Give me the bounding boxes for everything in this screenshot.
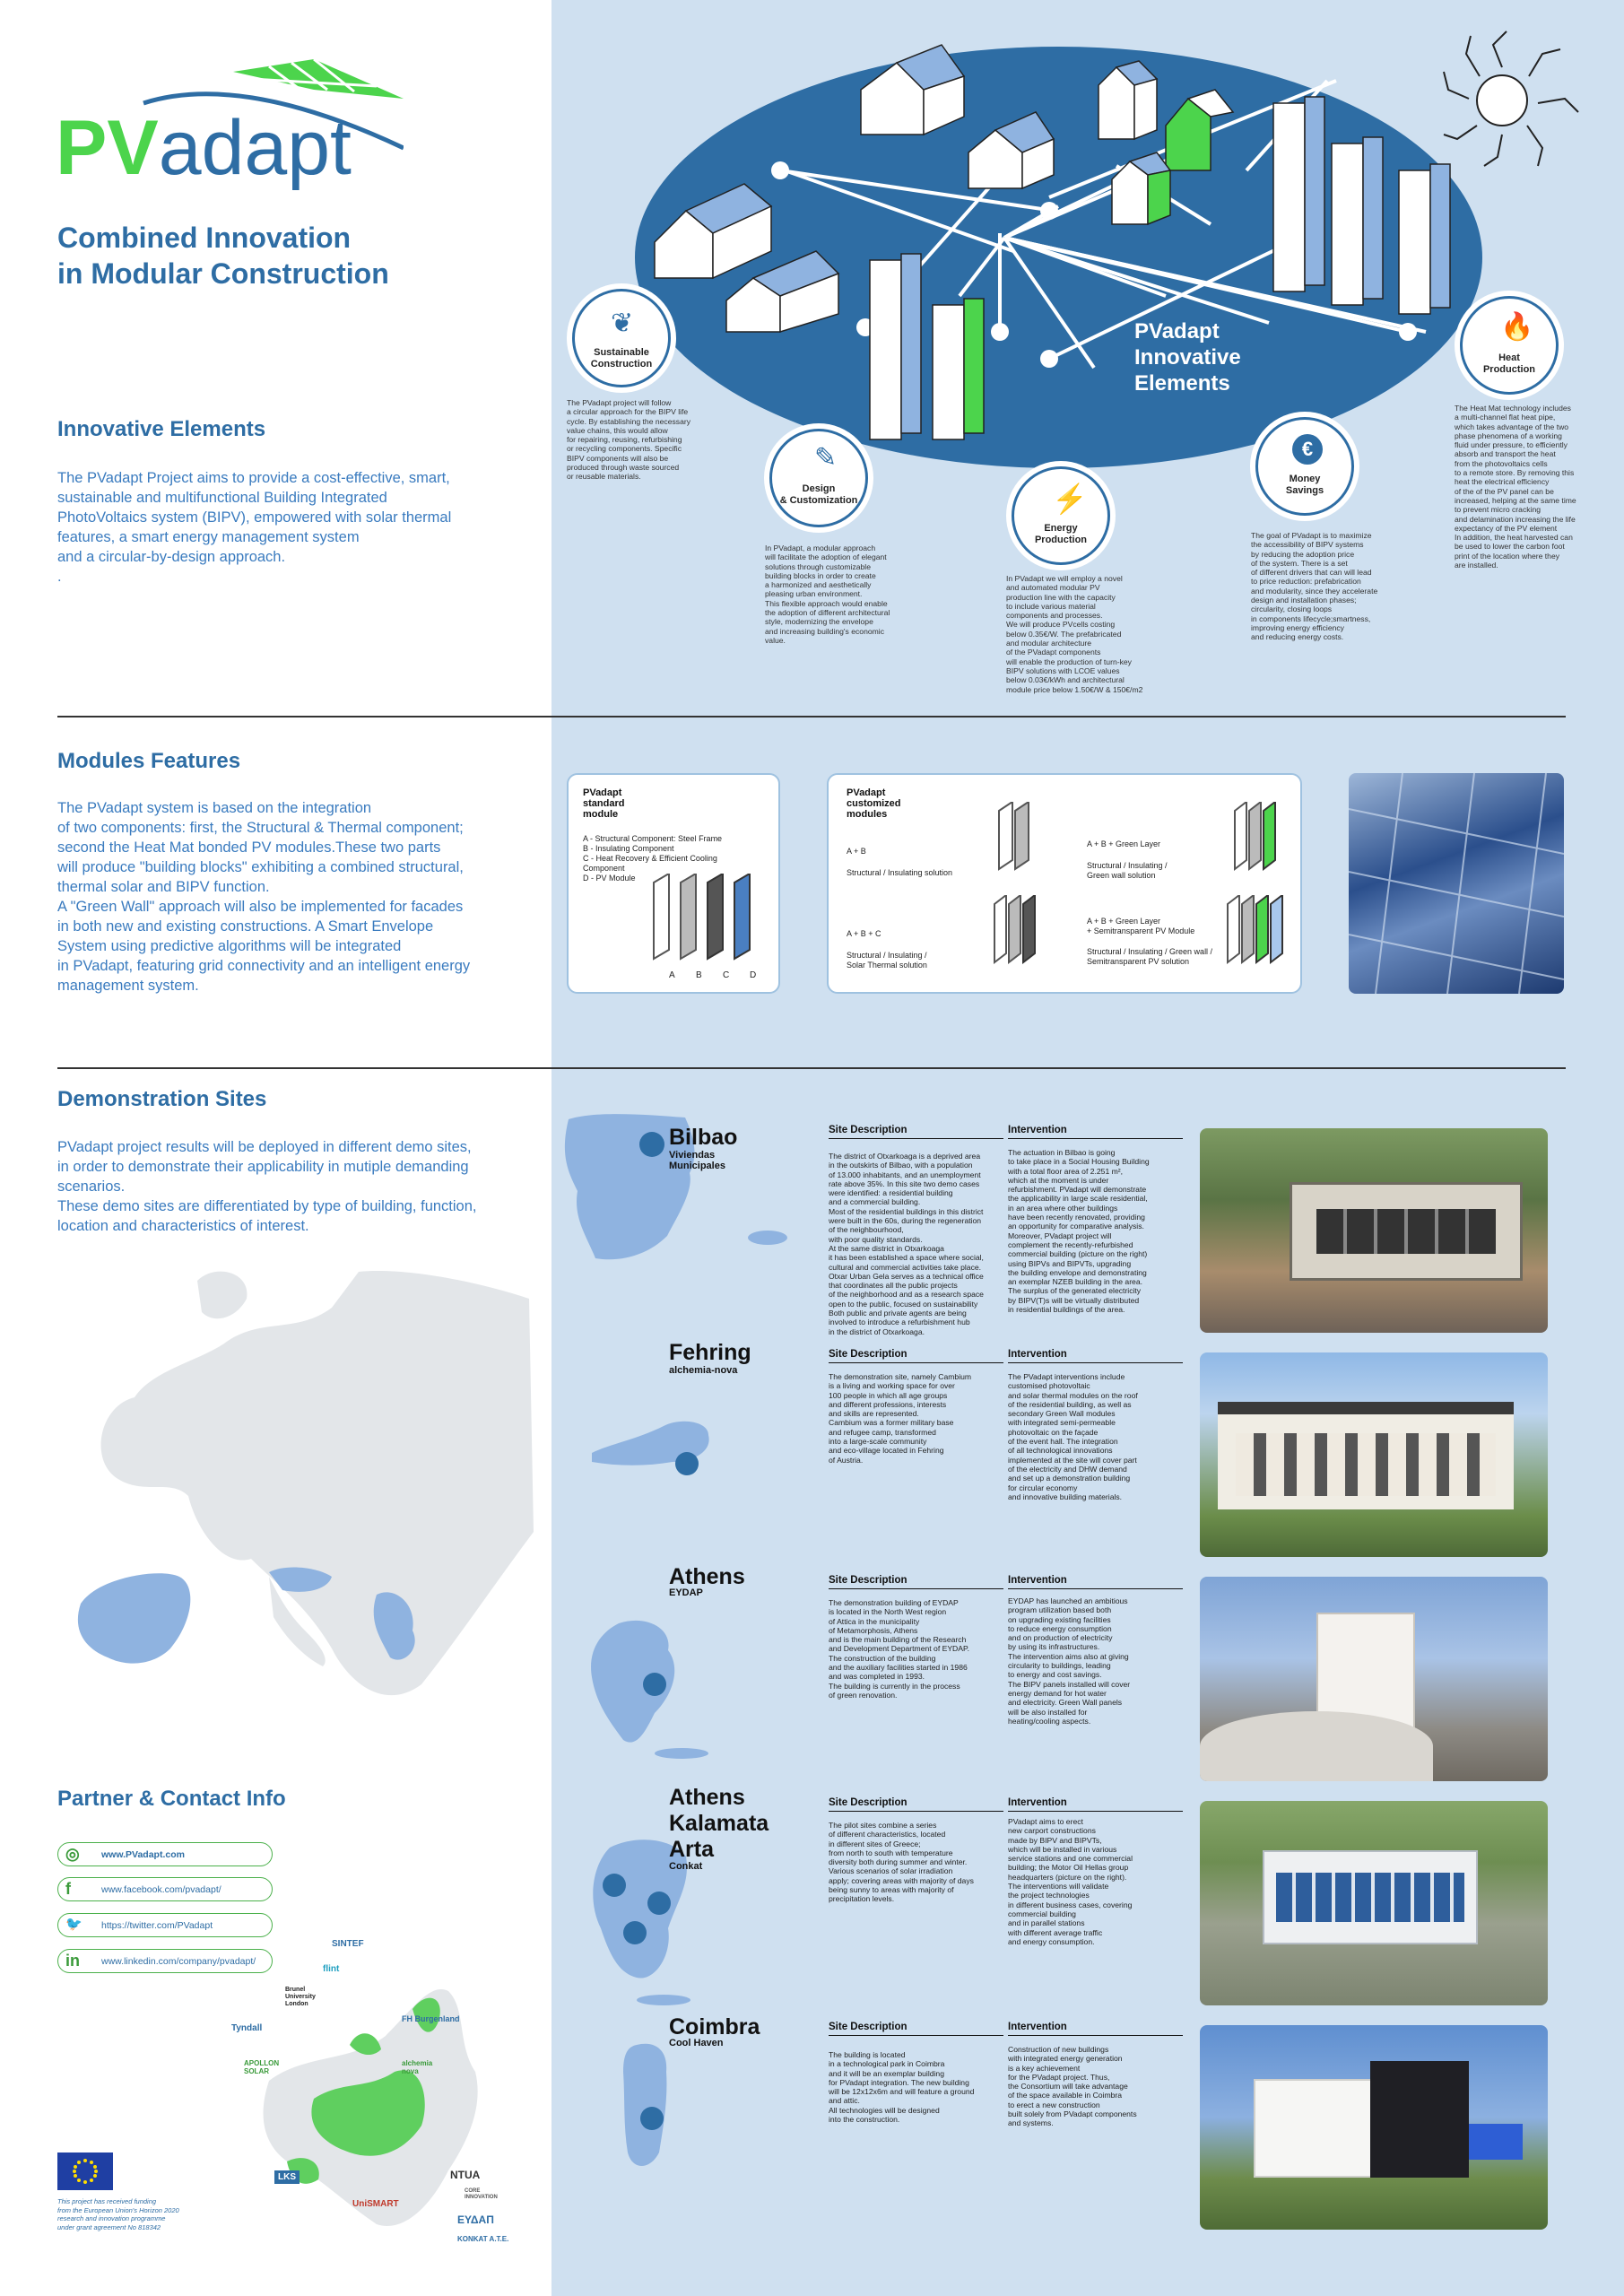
col-header-description: Site Description [829, 1575, 1003, 1589]
heat-text: The Heat Mat technology includes a multi-channel flat heat pipe, which takes advantage of the two phase phenomena of a working fluid under pressure, to efficiently absorb and transport the heat from the photovoltaics cells to a remote store. By removing this heat the electrical efficiency of the of the PV panel can be increased, helping at the same time to prevent micro cracking and delamination increasing the life expectancy of the PV element In addition, the heat harvested can be used to lower the carbon foot print of the location where they are installed. [1455, 404, 1576, 570]
col-header-intervention: Intervention [1008, 1575, 1183, 1589]
standard-title: PVadapt standard module [583, 787, 625, 820]
partner-sintef: SINTEF [332, 1939, 364, 1949]
fehring-map [583, 1408, 726, 1480]
site-intervention: The PVadapt interventions include customised photovoltaic and solar thermal modules on the roof of the residential building, as well as secondary Green Wall modules with integrated semi-permeable photovoltaic on the façade of the event hall. The integration of all technological innovations implemented at the site will cover part of the electricity and DHW demand and set up a demonstration building for circular economy and innovative building materials. [1008, 1372, 1138, 1501]
partner-tyndall: Tyndall [231, 2023, 263, 2033]
diagram-title: PVadapt Innovative Elements [1134, 319, 1241, 396]
bilbao-photo [1200, 1128, 1548, 1333]
custom-code: A + B + Green Layer + Semitransparent PV Module [1087, 917, 1195, 935]
demo-heading: Demonstration Sites [57, 1087, 267, 1111]
partner-brunel: Brunel University London [285, 1987, 316, 2007]
col-header-description: Site Description [829, 1797, 1003, 1812]
col-header-intervention: Intervention [1008, 2022, 1183, 2036]
col-header-intervention: Intervention [1008, 1797, 1183, 1812]
col-header-description: Site Description [829, 2022, 1003, 2036]
layer-letter: B [696, 970, 702, 980]
logo-adapt: adapt [158, 105, 352, 191]
energy-text: In PVadapt we will employ a novel and automated modular PV production line with the capacity to include various material components and processes. We will produce PVcells costing below 0.35€/W. The prefabricated and modular architecture of the PVadapt components will enable the production of turn-key BIPV solutions with LCOE values below 0.03€/kWh and architectural module price below 1.50€/W & 150€/m2 [1006, 574, 1143, 694]
conkat-photo [1200, 1801, 1548, 2005]
linkedin-icon: in [65, 1952, 80, 1970]
col-header-description: Site Description [829, 1349, 1003, 1363]
site-city: Athens Kalamata Arta [669, 1785, 769, 1862]
badge-label: Energy Production [1034, 523, 1088, 545]
col-header-intervention: Intervention [1008, 1349, 1183, 1363]
tank-shape [1200, 1711, 1433, 1781]
module-green-pv-icon [1223, 895, 1295, 967]
custom-code: A + B + C [847, 929, 881, 938]
heat-production-badge [1460, 296, 1559, 395]
design-customization-badge [769, 429, 868, 527]
standard-list: A - Structural Component: Steel Frame B - Insulating Component C - Heat Recovery & Efficient Cooling Component D - PV Module [583, 834, 723, 883]
link-text: www.linkedin.com/company/pvadapt/ [101, 1956, 256, 1967]
site-sub: Viviendas Municipales [669, 1150, 725, 1171]
modules-body: The PVadapt system is based on the integration of two components: first, the Structural & Thermal component; second the Heat Mat bonded PV modules.These two parts will produce "building blocks" exhibiting a combined structural, thermal solar and BIPV function. A "Green Wall" approach will also be implemented for facades in both new and existing constructions. A Smart Envelope System using predictive algorithms will be integrated in PVadapt, featuring grid connectivity and an intelligent energy management system. [57, 800, 471, 994]
site-sub: Conkat [669, 1861, 703, 1872]
site-intervention: EYDAP has launched an ambitious program utilization based both on upgrading existing facilities to reduce energy consumption and on production of electricity by using its infrastructures. The intervention aims also at giving circularity to buildings, leading to energy and cost savings. The BIPV panels installed will cover energy demand for hot water and electricity. Green Wall panels will be also installed for heating/cooling aspects. [1008, 1596, 1131, 1726]
custom-desc: Structural / Insulating / Green wall / Semitransparent PV solution [1087, 947, 1213, 966]
col-header-intervention: Intervention [1008, 1125, 1183, 1139]
windows-shape [1276, 1873, 1464, 1922]
badge-label: Money Savings [1285, 474, 1324, 496]
demo-body: PVadapt project results will be deployed in different demo sites, in order to demonstrate their applicability in mutiple demanding scenarios. These demo sites are differentiated by type of building, function, location and characteristics of interest. [57, 1139, 477, 1234]
windows-shape [1236, 1433, 1496, 1496]
divider-1 [57, 716, 1566, 718]
fehring-photo [1200, 1352, 1548, 1557]
module-layers-icon [649, 874, 770, 963]
sun-icon [1439, 27, 1583, 170]
europe-map [63, 1263, 538, 1720]
link-text: www.PVadapt.com [101, 1849, 185, 1860]
site-city: Bilbao [669, 1125, 738, 1150]
lightning-icon: ⚡ [1052, 483, 1088, 515]
facebook-icon: f [65, 1880, 71, 1898]
partner-konkat: KONKAT A.T.E. [457, 2235, 509, 2243]
custom-desc: Structural / Insulating solution [847, 868, 953, 877]
partner-unismart: UniSMART [352, 2199, 399, 2209]
leaf-icon: ❦ [611, 309, 634, 338]
partner-lks: LKS [274, 2170, 300, 2184]
pv-panel-grid [1349, 773, 1564, 994]
innovative-heading: Innovative Elements [57, 417, 266, 441]
twitter-icon: 🐦 [65, 1917, 83, 1932]
dark-volume [1370, 2061, 1469, 2178]
badge-label: Sustainable Construction [590, 347, 653, 370]
site-sub: Cool Haven [669, 2038, 724, 2048]
euro-icon: € [1292, 434, 1323, 465]
site-description: The demonstration building of EYDAP is located in the North West region of Attica in the municipality of Metamorphosis, Athens and is the main building of the Research and Development Department of EYDAP. The construction of the building and the auxiliary facilities started in 1986 and was completed in 1993. The building is currently in the process of green renovation. [829, 1598, 970, 1700]
link-text: www.facebook.com/pvadapt/ [101, 1884, 221, 1895]
twitter-link[interactable] [57, 1913, 273, 1937]
custom-desc: Structural / Insulating / Green wall solution [1087, 861, 1168, 880]
partner-ntua: NTUA [450, 2169, 481, 2181]
eu-flag-icon [57, 2152, 113, 2190]
site-description: The pilot sites combine a series of different characteristics, located in different sites of Greece; from north to south with temperature diversity both during summer and winter. Various scenarios of solar irradiation apply; covering areas with majority of days being sunny to areas with majority of precipitation levels. [829, 1821, 974, 1904]
partner-alchemia: alchemia nova [402, 2059, 433, 2075]
site-description: The district of Otxarkoaga is a deprived area in the outskirts of Bilbao, with a population of 13.000 inhabitants, and an unemployment rate above 35%. In this site two demo cases were identified: a residential building and a commercial building. Most of the residential buildings in this district were built in the 60s, during the regeneration of the neighbourhood, with poor quality standards. At the same district in Otxarkoaga it has been established a space where social, cultural and commercial activities take place. Otxar Urban Gela serves as a technical office that coordinates all the public projects of the neighborhood and as a research space open to the public, focused on sustainability Both public and private agents are being involved to introduce a refurbishment hub in the district of Otxarkoaga. [829, 1152, 984, 1336]
facebook-link[interactable] [57, 1877, 273, 1901]
contact-heading: Partner & Contact Info [57, 1787, 286, 1811]
divider-2 [57, 1067, 1566, 1069]
site-intervention: The actuation in Bilbao is going to take place in a Social Housing Building with a total floor area of 2.251 m², which at the moment is under refurbishment. PVadapt will demonstrate the applicability in large scale residential, in an area where other buildings have been recently renovated, providing an opportunity for comparative analysis. Moreover, PVadapt project will complement the recently-refurbished commercial building (picture on the right) using BIPVs and BIPVTs, upgrading the building envelope and demonstrating an exemplar NZEB building in the area. The surplus of the generated electricity by BIPV(T)s will be virtually distributed in residential buildings of the area. [1008, 1148, 1150, 1315]
site-intervention: Construction of new buildings with integrated energy generation is a key achievement for the PVadapt project. Thus, the Consortium will take advantage of the space available in Coimbra to erect a new construction built solely from PVadapt components and systems. [1008, 2045, 1137, 2128]
site-description: The building is located in a technological park in Coimbra and it will be an exemplar building for PVadapt integration. The new building will be 12x12x6m and will feature a ground and attic. All technologies will be designed into the construction. [829, 2050, 975, 2125]
globe-icon: ◎ [65, 1845, 80, 1863]
athens-map [583, 1614, 726, 1767]
pv-roof-shape [1469, 2124, 1523, 2160]
funding-text: This project has received funding from the European Union's Horizon 2020 research and innovation programme under grant agreement No 818342 [57, 2197, 179, 2231]
athens-photo [1200, 1577, 1548, 1781]
pencil-icon: ✎ [814, 443, 838, 473]
windows-shape [1316, 1209, 1496, 1254]
site-sub: alchemia-nova [669, 1365, 738, 1376]
page-title: Combined Innovation in Modular Construction [57, 222, 389, 290]
custom-title: PVadapt customized modules [847, 787, 901, 820]
standard-module-card [567, 773, 780, 994]
site-sub: EYDAP [669, 1587, 703, 1598]
modules-heading: Modules Features [57, 749, 241, 773]
custom-desc: Structural / Insulating / Solar Thermal solution [847, 951, 927, 970]
module-abc-icon [990, 895, 1044, 967]
money-text: The goal of PVadapt is to maximize the accessibility of BIPV systems by reducing the adoption price of the system. There is a set of different drivers that can will lead to price reduction: prefabrication and modularity, since they accelerate design and installation phases; circularity, closing loops in components lifecycle;smartness, improving energy efficiency and reducing energy costs. [1251, 531, 1378, 642]
layer-letter: A [669, 970, 675, 980]
col-header-description: Site Description [829, 1125, 1003, 1139]
partner-apollon: APOLLON SOLAR [244, 2059, 280, 2075]
module-green-icon [1230, 802, 1284, 874]
pv-panel-photo [1349, 773, 1564, 994]
design-text: In PVadapt, a modular approach will facilitate the adoption of elegant solutions through customizable building blocks in order to create a harmonized and aesthetically pleasing urban environment. This flexible approach would enable the adoption of different architectural style, modernizing the envelope and increasing building's economic value. [765, 544, 890, 645]
site-description: The demonstration site, namely Cambium is a living and working space for over 100 people in which all age groups and different professions, interests and skills are represented. Cambium was a former military base and refugee camp, transformed into a large-scale community and eco-village located in Fehring of Austria. [829, 1372, 972, 1465]
site-city: Athens [669, 1564, 745, 1589]
layer-letter: D [750, 970, 757, 980]
logo-pv: PV [56, 105, 159, 191]
flame-icon: 🔥 [1500, 312, 1534, 342]
badge-label: Heat Production [1482, 352, 1536, 375]
innovative-body: The PVadapt Project aims to provide a cost-effective, smart, sustainable and multifunctional Building Integrated PhotoVoltaics system (BIPV), empowered with solar thermal features, a smart energy management system and a circular-by-design approach. . [57, 470, 452, 585]
partner-fh-burgenland: FH Burgenland [402, 2014, 460, 2023]
logo-wordmark [56, 105, 352, 191]
partner-core: CORE INNOVATION [465, 2188, 498, 2200]
money-savings-badge [1255, 417, 1354, 516]
link-text: https://twitter.com/PVadapt [101, 1920, 213, 1931]
site-city: Coimbra [669, 2014, 760, 2039]
site-city: Fehring [669, 1340, 751, 1365]
customized-modules-card [827, 773, 1302, 994]
module-ab-icon [990, 802, 1044, 874]
portugal-map [614, 2036, 686, 2179]
sustainable-text: The PVadapt project will follow a circular approach for the BIPV life cycle. By establishing the necessary value chains, this would allow for repairing, reusing, refurbishing or recycling components. Specific BIPV components will also be produced through waste sourced or reusable materials. [567, 398, 691, 482]
layer-letter: C [723, 970, 730, 980]
badge-label: Design & Customization [779, 483, 858, 506]
coimbra-photo [1200, 2025, 1548, 2230]
custom-code: A + B + Green Layer [1087, 839, 1161, 848]
site-intervention: PVadapt aims to erect new carport constructions made by BIPV and BIPVTs, which will be installed in various service stations and one commercial building; the Motor Oil Hellas group headquarters (picture on the right). The interventions will validate the project technologies in different business cases, covering commercial building and in parallel stations with different average traffic and energy consumption. [1008, 1817, 1133, 1946]
partner-eydap: ΕΥΔΑΠ [457, 2213, 494, 2226]
website-link[interactable] [57, 1842, 273, 1866]
energy-production-badge [1012, 466, 1110, 565]
partner-flint: flint [323, 1964, 340, 1974]
custom-code: A + B [847, 847, 866, 856]
sustainable-construction-badge [572, 289, 671, 387]
